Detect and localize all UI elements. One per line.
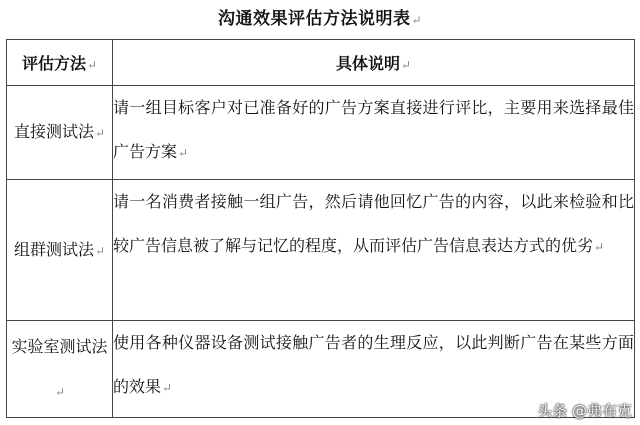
table-row — [7, 180, 635, 321]
header-description: 具体说明↵ — [113, 40, 635, 86]
table-row — [7, 86, 635, 180]
table-header-row — [7, 40, 635, 86]
evaluation-methods-table — [6, 39, 635, 418]
paragraph-mark-icon: ↵ — [594, 240, 605, 254]
description-cell: 请一名消费者接触一组广告，然后请他回忆广告的内容，以此来检验和比较广告信息被了解与记忆的程度，从而评估广告信息表达方式的优劣↵ — [113, 180, 635, 321]
paragraph-mark-icon: ↵ — [94, 243, 106, 258]
paragraph-mark-icon: ↵ — [411, 13, 423, 27]
paragraph-mark-icon: ↵ — [94, 126, 106, 140]
page-title — [0, 4, 640, 29]
watermark: 头条 @弗布克 — [537, 402, 632, 420]
title-text: 沟通效果评估方法说明表 — [217, 9, 411, 29]
paragraph-mark-icon: ↵ — [86, 58, 98, 72]
paragraph-mark-icon: ↵ — [162, 381, 173, 395]
method-cell: 组群测试法↵ — [7, 180, 113, 321]
paragraph-mark-icon: ↵ — [400, 58, 412, 72]
paragraph-mark-icon: ↵ — [54, 384, 66, 399]
method-cell: 实验室测试法↵ — [7, 321, 113, 418]
header-method: 评估方法↵ — [7, 40, 113, 86]
paragraph-mark-icon: ↵ — [178, 146, 189, 160]
description-cell: 使用各种仪器设备测试接触广告者的生理反应，以此判断广告在某些方面的效果↵ — [113, 321, 635, 418]
description-cell: 请一组目标客户对已准备好的广告方案直接进行评比，主要用来选择最佳广告方案↵ — [113, 86, 635, 180]
method-cell: 直接测试法↵ — [7, 86, 113, 180]
